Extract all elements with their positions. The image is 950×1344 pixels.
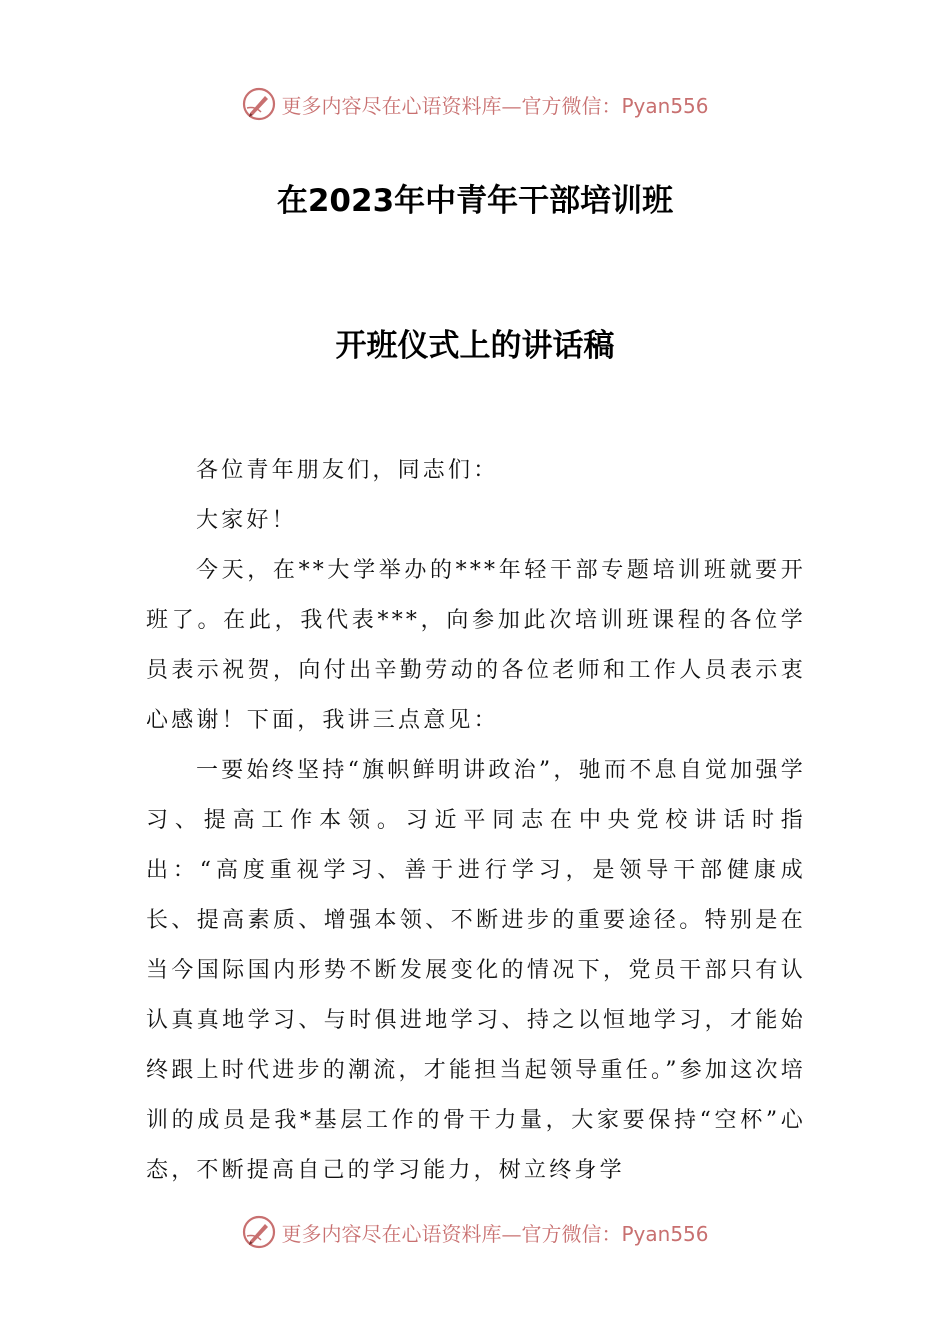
pen-logo-icon [241, 86, 277, 122]
watermark-footer [0, 1212, 950, 1252]
watermark-header [0, 84, 950, 124]
watermark-text: 更多内容尽在心语资料库—官方微信：Pyan556 [281, 93, 709, 118]
document-title-line-2: 开班仪式上的讲话稿 [335, 328, 615, 364]
document-title-line-1: 在2023年中青年干部培训班 [276, 183, 674, 219]
point-one-paragraph: 一要始终坚持“旗帜鲜明讲政治”，驰而不息自觉加强学习、提高工作本领。习近平同志在中央党校讲话时指出：“高度重视学习、善于进行学习，是领导干部健康成长、提高素质、增强本领、不断进步的重要途径。特别是在当今国际国内形势不断发展变化的情况下，党员干部只有认认真真地学习、与时俱进地学习、持之以恒地学习，才能始终跟上时代进步的潮流，才能担当起领导重任。”参加这次培训的成员是我*基层工作的骨干力量，大家要保持“空杯”心态，不断提高自己的学习能力，树立终身学 [146, 758, 806, 1183]
watermark-text: 更多内容尽在心语资料库—官方微信：Pyan556 [281, 1221, 709, 1246]
greeting-paragraph: 大家好！ [196, 508, 297, 533]
salutation-paragraph: 各位青年朋友们，同志们： [196, 458, 499, 483]
intro-paragraph: 今天，在**大学举办的***年轻干部专题培训班就要开班了。在此，我代表***，向参加此次培训班课程的各位学员表示祝贺，向付出辛勤劳动的各位老师和工作人员表示衷心感谢！下面，我讲三点意见： [146, 558, 806, 733]
document-body [146, 446, 806, 1196]
pen-logo-icon [241, 1214, 277, 1250]
